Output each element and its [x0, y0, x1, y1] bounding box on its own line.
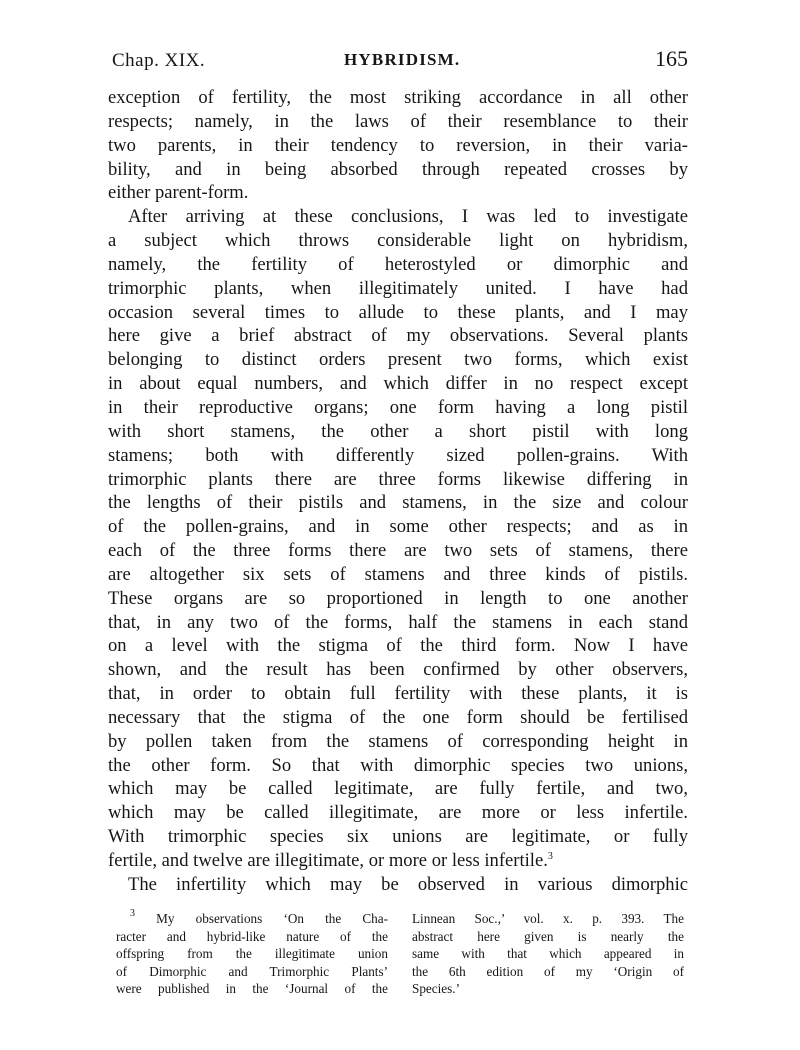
- text-line: exception of fertility, the most striking accordance in all other: [108, 87, 688, 108]
- body-text: [108, 86, 688, 897]
- footnote-line: were published in the ‘Journal of the: [116, 981, 388, 996]
- text-line: With trimorphic species six unions are legitimate, or fully: [108, 826, 688, 848]
- text-line: either parent-form.: [108, 182, 249, 204]
- text-line: of the pollen-grains, and in some other respects; and as in: [108, 516, 688, 538]
- text-line: which may be called legitimate, are fully fertile, and two,: [108, 778, 688, 800]
- footnote-column-left: [116, 910, 388, 998]
- text-line: with short stamens, the other a short pistil with long: [108, 420, 688, 442]
- text-line: These organs are so proportioned in length to one another: [108, 587, 688, 609]
- text-line: that, in order to obtain full fertility with these plants, it is: [108, 683, 688, 705]
- text-line: stamens; both with differently sized pollen-grains. With: [108, 444, 688, 466]
- text-line: namely, the fertility of heterostyled or dimorphic and: [108, 253, 688, 275]
- text-line: which may be called illegitimate, are more or less infertile.: [108, 802, 688, 824]
- text-line: that, in any two of the forms, half the stamens in each stand: [108, 611, 688, 633]
- text-line: bility, and in being absorbed through repeated crosses by: [108, 158, 688, 180]
- text-line: in their reproductive organs; one form having a long pistil: [108, 396, 688, 418]
- text-line: a subject which throws considerable light on hybridism,: [108, 230, 688, 252]
- text-line: on a level with the stigma of the third form. Now I have: [108, 635, 688, 657]
- footnote-line: Linnean Soc.,’ vol. x. p. 393. The: [412, 911, 684, 926]
- book-page: [108, 46, 688, 897]
- text-line: two parents, in their tendency to reversion, in their varia-: [108, 134, 688, 156]
- text-line: trimorphic plants there are three forms likewise differing in: [108, 468, 688, 490]
- footnote-line: [116, 910, 388, 928]
- text-line: shown, and the result has been confirmed by other observers,: [108, 659, 688, 681]
- footnote-line: of Dimorphic and Trimorphic Plants’: [116, 963, 388, 979]
- footnote-text: My observations ‘On the Cha-: [156, 911, 389, 926]
- text-line: respects; namely, in the laws of their resemblance to their: [108, 110, 688, 132]
- footnote-marker: 3: [130, 908, 135, 919]
- text-line-content: fertile, and twelve are illegitimate, or more or less infertile.: [108, 850, 548, 871]
- text-line: are altogether six sets of stamens and three kinds of pistils.: [108, 563, 688, 585]
- footnote-line: abstract here given is nearly the: [412, 928, 684, 944]
- text-line: occasion several times to allude to these plants, and I may: [108, 301, 688, 323]
- footnote-line: racter and hybrid-like nature of the: [116, 928, 388, 944]
- running-title: HYBRIDISM.: [344, 50, 461, 69]
- footnote-column-right: [412, 910, 684, 998]
- footnote-line: Species.’: [412, 981, 460, 996]
- chapter-label: Chap. XIX.: [112, 50, 206, 71]
- text-line: the lengths of their pistils and stamens, in the size and colour: [108, 492, 688, 514]
- text-line: each of the three forms there are two sets of stamens, there: [108, 540, 688, 562]
- text-line: here give a brief abstract of my observations. Several plants: [108, 325, 688, 347]
- text-line: trimorphic plants, when illegitimately united. I have had: [108, 277, 688, 299]
- text-line: the other form. So that with dimorphic species two unions,: [108, 754, 688, 776]
- paragraph-start-line: The infertility which may be observed in various dimorphic: [128, 873, 688, 895]
- page-number: 165: [655, 46, 688, 71]
- text-line: in about equal numbers, and which differ in no respect except: [108, 373, 688, 395]
- text-line: by pollen taken from the stamens of corresponding height in: [108, 730, 688, 752]
- footnote-line: the 6th edition of my ‘Origin of: [412, 963, 684, 979]
- footnote-line: same with that which appeared in: [412, 946, 684, 961]
- text-line: belonging to distinct orders present two forms, which exist: [108, 349, 688, 371]
- running-header: [108, 46, 688, 80]
- footnote-reference-marker: 3: [547, 851, 553, 862]
- footnote-reference-line: [108, 849, 688, 873]
- footnote-line: offspring from the illegitimate union: [116, 946, 388, 961]
- paragraph-start-line: After arriving at these conclusions, I was led to investigate: [128, 206, 688, 228]
- text-line: necessary that the stigma of the one form should be fertilised: [108, 706, 688, 728]
